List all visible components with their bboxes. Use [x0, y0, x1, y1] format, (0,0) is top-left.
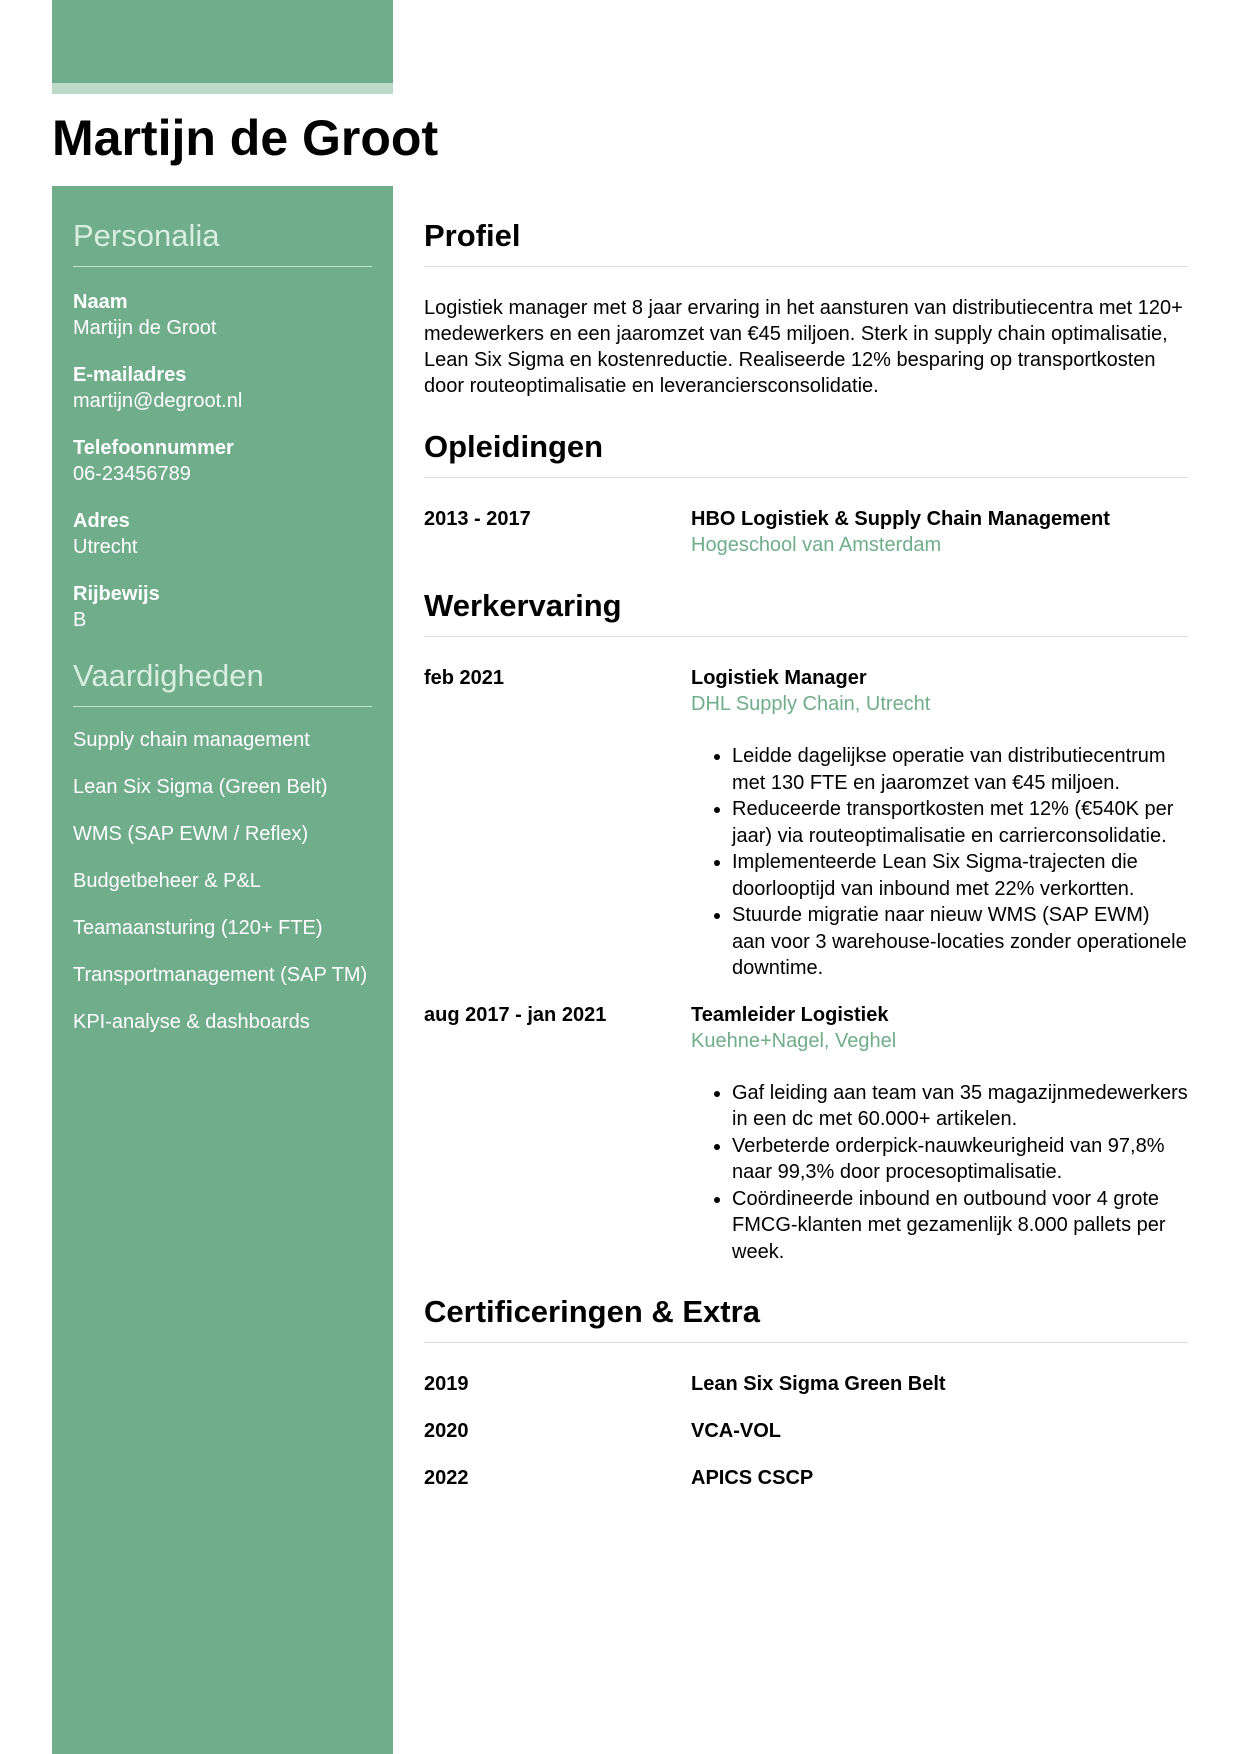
experience-employer: DHL Supply Chain, Utrecht	[691, 693, 931, 715]
experience-entry	[424, 665, 1188, 982]
personalia-item-rijbewijs	[73, 581, 372, 633]
certification-title: APICS CSCP	[691, 1467, 814, 1489]
education-details	[691, 506, 1188, 558]
experience-bullet: • Stuurde migratie naar nieuw WMS (SAP EWM) aan voor 3 warehouse-locaties zonder operationele downtime.	[732, 902, 1188, 982]
certification-title: Lean Six Sigma Green Belt	[691, 1373, 946, 1395]
personalia-value: 06-23456789	[73, 463, 191, 485]
personalia-heading: Personalia	[73, 216, 372, 267]
personalia-value: Utrecht	[73, 536, 138, 558]
main-content	[424, 186, 1188, 1512]
personalia-value: Martijn de Groot	[73, 317, 217, 339]
experience-bullet: • Verbeterde orderpick-nauwkeurigheid van 97,8% naar 99,3% door procesoptimalisatie.	[732, 1133, 1188, 1186]
skill-item: Supply chain management	[73, 729, 310, 751]
header-accent-bar	[52, 0, 393, 83]
certification-entry	[424, 1465, 1188, 1491]
skill-item: Lean Six Sigma (Green Belt)	[73, 776, 328, 798]
experience-title: Logistiek Manager	[691, 667, 867, 689]
personalia-value: martijn@degroot.nl	[73, 390, 243, 412]
personalia-value: B	[73, 609, 87, 631]
education-entry	[424, 506, 1188, 558]
experience-entry	[424, 1002, 1188, 1266]
experience-period: aug 2017 - jan 2021	[424, 1003, 607, 1026]
personalia-item-adres	[73, 508, 372, 560]
experience-bullet: • Coördineerde inbound en outbound voor 4 grote FMCG-klanten met gezamenlijk 8.000 pallets per week.	[732, 1186, 1188, 1266]
skill-item: KPI-analyse & dashboards	[73, 1011, 310, 1033]
skills-list	[73, 727, 372, 1035]
personalia-list	[73, 289, 372, 633]
personalia-label: Rijbewijs	[73, 583, 160, 605]
skill-item: Budgetbeheer & P&L	[73, 870, 261, 892]
certification-year: 2019	[424, 1373, 469, 1395]
experience-bullet: • Gaf leiding aan team van 35 magazijnmedewerkers in een dc met 60.000+ artikelen.	[732, 1080, 1188, 1133]
skill-item: Transportmanagement (SAP TM)	[73, 964, 368, 986]
experience-bullets	[691, 743, 1188, 982]
certification-entry	[424, 1371, 1188, 1397]
skill-item: WMS (SAP EWM / Reflex)	[73, 823, 309, 845]
sidebar	[52, 186, 393, 1754]
experience-bullet: • Leidde dagelijkse operatie van distributiecentrum met 130 FTE en jaaromzet van €45 miljoen.	[732, 743, 1188, 796]
certification-entry	[424, 1418, 1188, 1444]
skills-heading: Vaardigheden	[73, 656, 372, 707]
personalia-label: E-mailadres	[73, 364, 187, 386]
experience-period: feb 2021	[424, 667, 505, 689]
personalia-item-email	[73, 362, 372, 414]
personalia-item-telefoon	[73, 435, 372, 487]
skill-item: Teamaansturing (120+ FTE)	[73, 917, 323, 939]
experience-bullet: • Reduceerde transportkosten met 12% (€540K per jaar) via routeoptimalisatie en carrierconsolidatie.	[732, 796, 1188, 849]
candidate-name: Martijn de Groot	[52, 110, 439, 166]
education-institution: Hogeschool van Amsterdam	[691, 534, 942, 556]
personalia-item-naam	[73, 289, 372, 341]
certification-year: 2020	[424, 1420, 469, 1442]
personalia-label: Adres	[73, 510, 130, 532]
education-heading: Opleidingen	[424, 427, 1188, 478]
certification-title: VCA-VOL	[691, 1420, 781, 1442]
experience-heading: Werkervaring	[424, 586, 1188, 637]
education-title: HBO Logistiek & Supply Chain Management	[691, 508, 1110, 530]
experience-bullets	[691, 1080, 1188, 1266]
personalia-label: Naam	[73, 291, 128, 313]
experience-bullet: • Implementeerde Lean Six Sigma-trajecten die doorlooptijd van inbound met 22% verkortten.	[732, 849, 1188, 902]
experience-title: Teamleider Logistiek	[691, 1003, 889, 1026]
education-period: 2013 - 2017	[424, 508, 531, 530]
experience-details	[691, 1002, 1188, 1266]
personalia-label: Telefoonnummer	[73, 437, 234, 459]
header-accent-stripe	[52, 83, 393, 94]
experience-details	[691, 665, 1188, 982]
profile-text: Logistiek manager met 8 jaar ervaring in het aansturen van distributiecentra met 120+ medewerkers en een jaaromzet van €45 miljoen. Sterk in supply chain optimalisatie, Lean Six Sigma en kostenreductie. Realiseerde 12% besparing op transportkosten door routeoptimalisatie en leveranciersconsolidatie.	[424, 297, 1183, 397]
certification-year: 2022	[424, 1467, 469, 1489]
certifications-heading: Certificeringen & Extra	[424, 1292, 1188, 1343]
profile-heading: Profiel	[424, 216, 1188, 267]
experience-employer: Kuehne+Nagel, Veghel	[691, 1029, 897, 1052]
